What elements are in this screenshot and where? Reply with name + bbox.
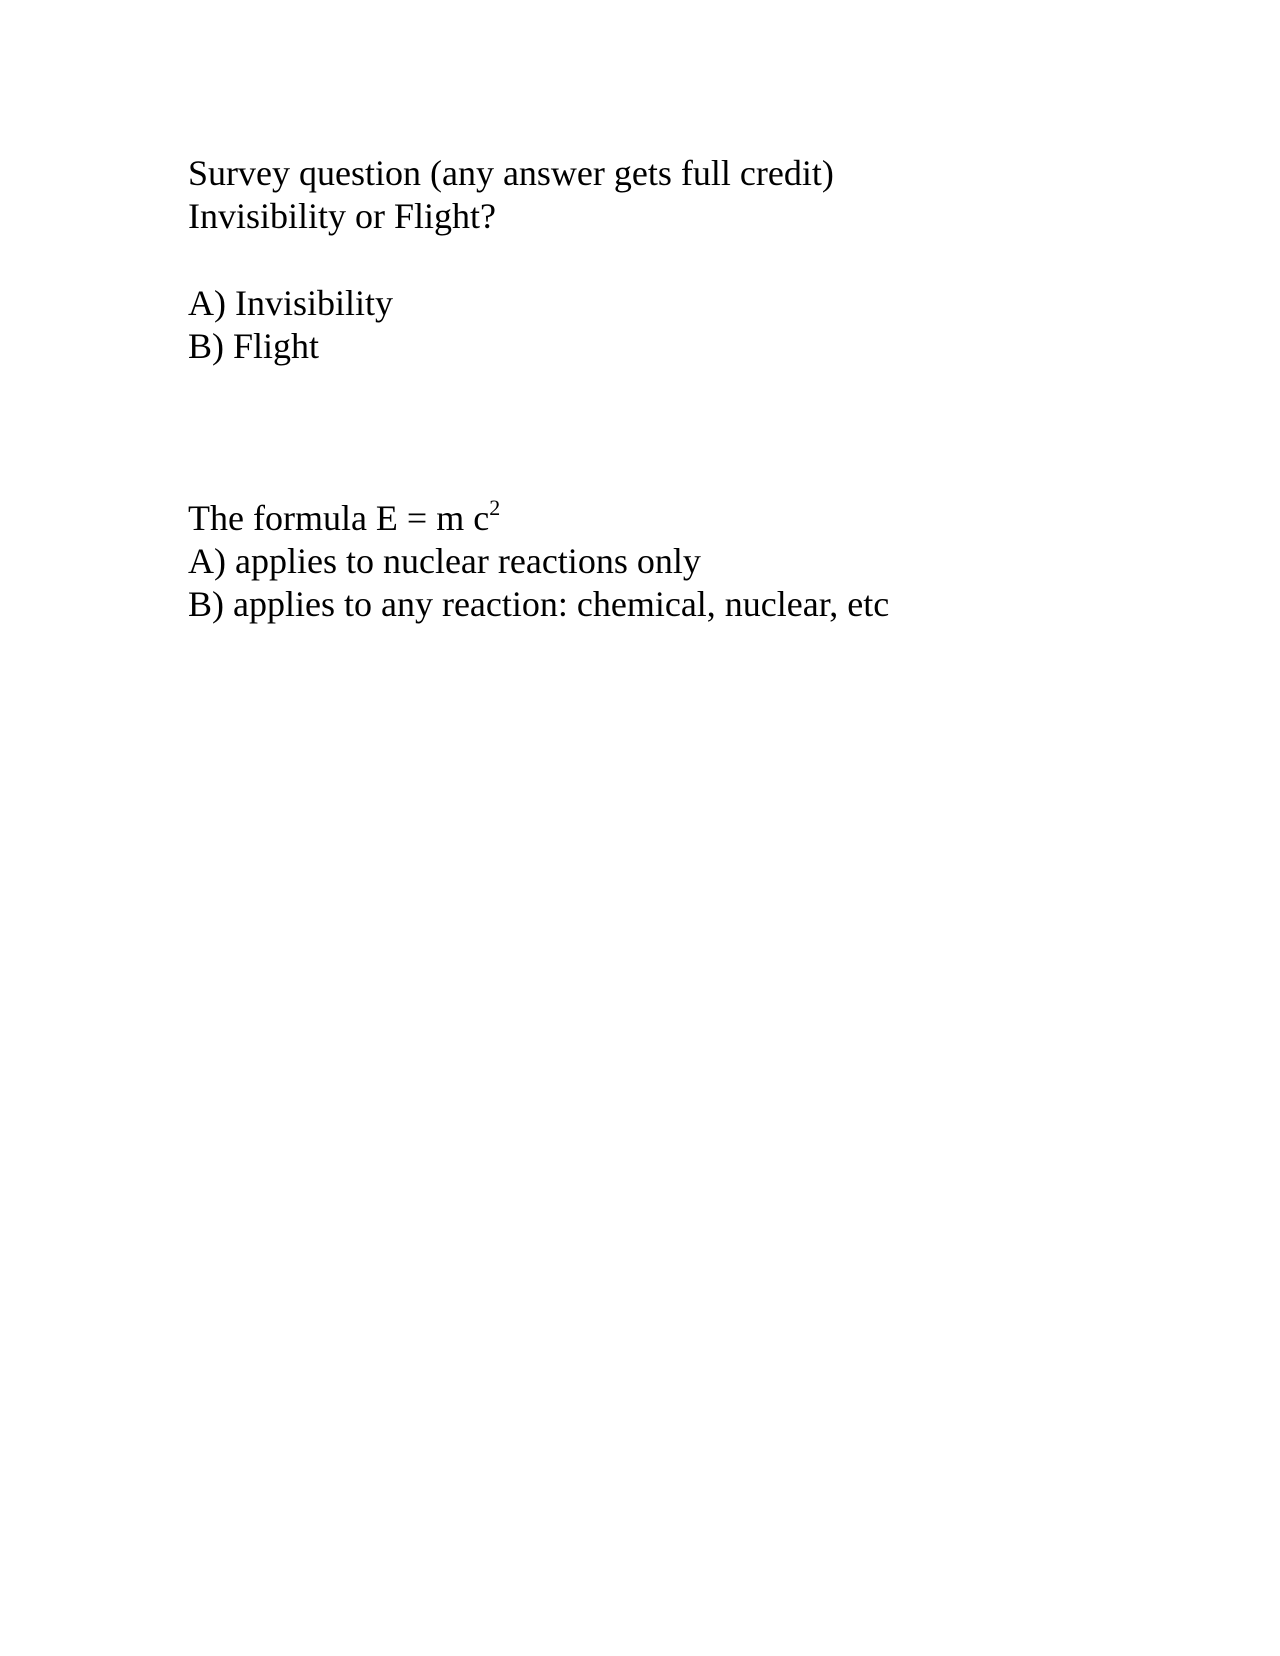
option-a: A) applies to nuclear reactions only bbox=[188, 541, 701, 581]
option-b: B) Flight bbox=[188, 326, 320, 366]
option-a: A) Invisibility bbox=[188, 283, 393, 323]
formula-question bbox=[188, 497, 889, 626]
formula-prompt bbox=[188, 497, 889, 540]
survey-header: Survey question (any answer gets full credit) bbox=[188, 153, 834, 193]
formula-exponent: 2 bbox=[489, 495, 501, 520]
option-b: B) applies to any reaction: chemical, nuclear, etc bbox=[188, 584, 890, 624]
survey-prompt: Invisibility or Flight? bbox=[188, 196, 497, 236]
survey-options bbox=[188, 282, 393, 368]
survey-question bbox=[188, 152, 834, 238]
formula-text: The formula E = m c bbox=[188, 498, 490, 538]
